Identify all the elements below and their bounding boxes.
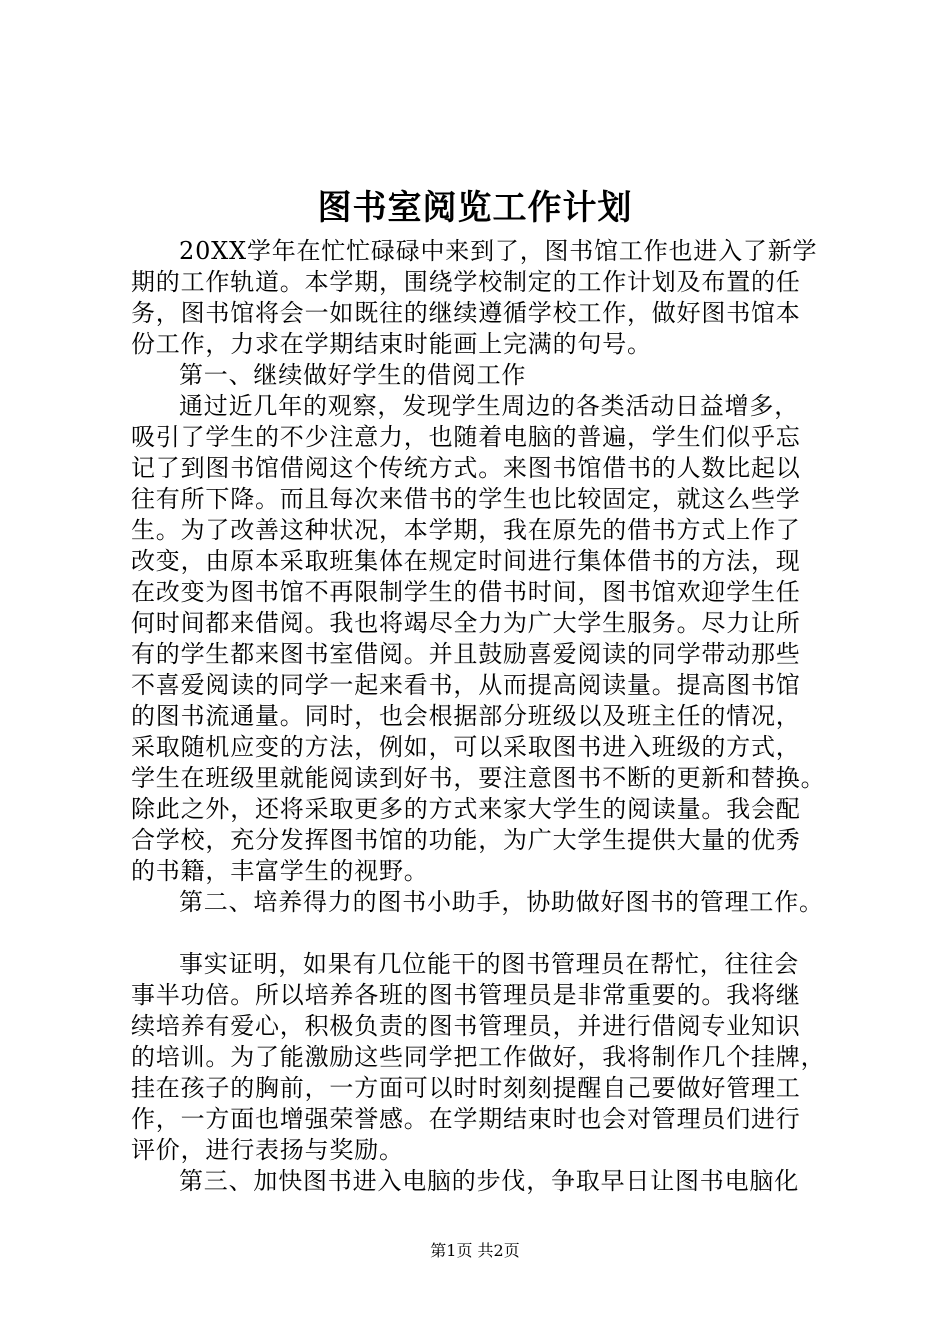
- section-heading-1: 第一、继续做好学生的借阅工作: [179, 361, 527, 389]
- blank-line: [131, 918, 851, 949]
- body-line: 的图书流通量。同时，也会根据部分班级以及班主任的情况，: [131, 702, 801, 730]
- body-line: 吸引了学生的不少注意力，也随着电脑的普遍，学生们似乎忘: [131, 423, 801, 451]
- body-line: 有的学生都来图书室借阅。并且鼓励喜爱阅读的同学带动那些: [131, 640, 801, 668]
- body-line: 份工作，力求在学期结束时能画上完满的句号。: [131, 330, 652, 358]
- body-line: 生。为了改善这种状况，本学期，我在原先的借书方式上作了: [131, 516, 801, 544]
- body-line: 20XX学年在忙忙碌碌中来到了，图书馆工作也进入了新学: [179, 237, 818, 265]
- body-line: 续培养有爱心，积极负责的图书管理员，并进行借阅专业知识: [131, 1012, 801, 1040]
- page-number: 第1页 共2页: [430, 1241, 520, 1260]
- body-line: 往有所下降。而且每次来借书的学生也比较固定，就这么些学: [131, 485, 801, 513]
- body-line: 的书籍，丰富学生的视野。: [131, 857, 429, 885]
- body-line: 学生在班级里就能阅读到好书，要注意图书不断的更新和替换。: [131, 764, 826, 792]
- body-line: 务，图书馆将会一如既往的继续遵循学校工作，做好图书馆本: [131, 299, 801, 327]
- body-line: 事实证明，如果有几位能干的图书管理员在帮忙，往往会: [179, 950, 799, 978]
- body-line: 改变，由原本采取班集体在规定时间进行集体借书的方法，现: [131, 547, 801, 575]
- section-heading-2: 第二、培养得力的图书小助手，协助做好图书的管理工作。: [179, 888, 824, 916]
- body-line: 事半功倍。所以培养各班的图书管理员是非常重要的。我将继: [131, 981, 801, 1009]
- body-line: 合学校，充分发挥图书馆的功能，为广大学生提供大量的优秀: [131, 826, 801, 854]
- body-line: 评价，进行表扬与奖励。: [131, 1136, 404, 1164]
- body-line: 在改变为图书馆不再限制学生的借书时间，图书馆欢迎学生任: [131, 578, 801, 606]
- body-line: 的培训。为了能激励这些同学把工作做好，我将制作几个挂牌，: [131, 1043, 826, 1071]
- document-title: 图书室阅览工作计划: [317, 188, 633, 228]
- body-line: 作，一方面也增强荣誉感。在学期结束时也会对管理员们进行: [131, 1105, 801, 1133]
- body-line: 期的工作轨道。本学期，围绕学校制定的工作计划及布置的任: [131, 268, 801, 296]
- body-line: 挂在孩子的胸前，一方面可以时时刻刻提醒自己要做好管理工: [131, 1074, 801, 1102]
- body-line: 采取随机应变的方法，例如，可以采取图书进入班级的方式，: [131, 733, 801, 761]
- section-heading-3: 第三、加快图书进入电脑的步伐，争取早日让图书电脑化: [179, 1167, 799, 1195]
- body-line: 何时间都来借阅。我也将竭尽全力为广大学生服务。尽力让所: [131, 609, 801, 637]
- body-line: 通过近几年的观察，发现学生周边的各类活动日益增多，: [179, 392, 799, 420]
- body-line: 不喜爱阅读的同学一起来看书，从而提高阅读量。提高图书馆: [131, 671, 801, 699]
- body-line: 记了到图书馆借阅这个传统方式。来图书馆借书的人数比起以: [131, 454, 801, 482]
- document-body: [131, 236, 851, 1197]
- body-line: 除此之外，还将采取更多的方式来家大学生的阅读量。我会配: [131, 795, 801, 823]
